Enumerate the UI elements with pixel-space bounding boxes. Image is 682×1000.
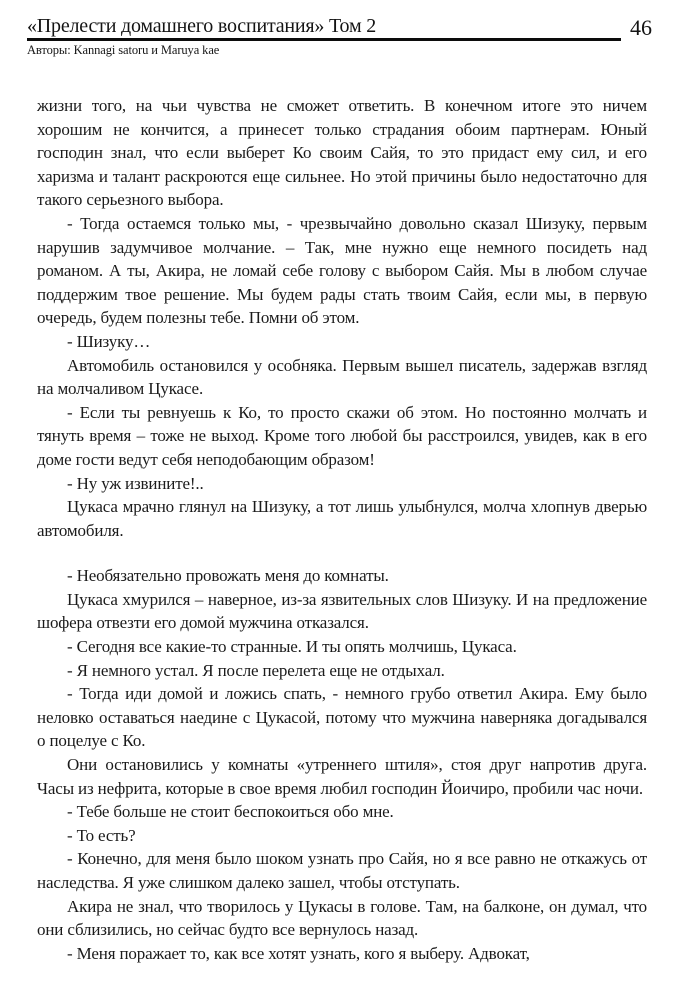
- page-number: 46: [630, 15, 652, 40]
- paragraph: - Необязательно провожать меня до комнаты.: [67, 566, 389, 586]
- paragraph: - Я немного устал. Я после перелета еще не отдыхал.: [67, 660, 445, 680]
- paragraph: - Меня поражает то, как все хотят узнать, кого я выберу. Адвокат,: [67, 943, 530, 963]
- paragraph: - Сегодня все какие-то странные. И ты опять молчишь, Цукаса.: [67, 637, 517, 657]
- paragraph: - Тебе больше не стоит беспокоиться обо мне.: [67, 802, 394, 822]
- paragraph: - Конечно, для меня было шоком узнать про Сайя, но я все равно не откажусь от наследства. Я уже слишком далеко зашел, чтобы отступать.: [37, 849, 647, 892]
- paragraph: - Ну уж извините!..: [67, 473, 204, 493]
- paragraph: Цукаса мрачно глянул на Шизуку, а тот лишь улыбнулся, молча хлопнув дверью автомобиля.: [37, 497, 647, 540]
- paragraph: жизни того, на чьи чувства не сможет ответить. В конечном итоге это ничем хорошим не кончится, а принесет только страдания обоим партнерам. Юный господин знал, что если выберет Ко своим Сайя, то это придаст ему сил, и его харизма и талант раскроются еще сильнее. Но этой причины было недостаточно для такого серьезного выбора.: [37, 96, 647, 210]
- book-title: «Прелести домашнего воспитания» Том 2: [27, 15, 377, 37]
- title-underline-rule: [27, 15, 621, 41]
- paragraph: Акира не знал, что творилось у Цукасы в голове. Там, на балконе, он думал, что они сблизились, но сейчас будто все вернулось назад.: [37, 896, 647, 940]
- page-header: [0, 0, 682, 58]
- paragraph: - Если ты ревнуешь к Ко, то просто скажи об этом. Но постоянно молчать и тянуть время – тоже не выход. Кроме того любой бы расстроился, увидев, как в его доме гости ведут себя неподобающим образом!: [37, 402, 647, 469]
- authors-line: Авторы: Kannagi satoru и Maruya kae: [27, 43, 220, 57]
- paragraph: Цукаса хмурился – наверное, из-за язвительных слов Шизуку. И на предложение шофера отвезти его домой мужчина отказался.: [37, 589, 647, 633]
- paragraph: - Тогда остаемся только мы, - чрезвычайно довольно сказал Шизуку, первым нарушив задумчивое молчание. – Так, мне нужно еще немного посидеть над романом. А ты, Акира, не ломай себе голову с выбором Сайя. Мы в любом случае поддержим твое решение. Мы будем рады стать твоим Сайя, если мы, в первую очередь, будем полезны тебе. Помни об этом.: [37, 213, 647, 328]
- header-row: [27, 15, 652, 41]
- page-body: [37, 94, 647, 965]
- paragraph: - Шизуку…: [67, 331, 151, 351]
- paragraph: - То есть?: [67, 825, 136, 845]
- paragraph: - Тогда иди домой и ложись спать, - немного грубо ответил Акира. Ему было неловко оставаться наедине с Цукасой, потому что мужчина наверняка догадывался о поцелуе с Ко.: [37, 684, 647, 751]
- paragraph: Они остановились у комнаты «утреннего штиля», стоя друг напротив друга. Часы из нефрита, которые в свое время любил господин Йоичиро, пробили час ночи.: [37, 755, 647, 798]
- paragraph: Автомобиль остановился у особняка. Первым вышел писатель, задержав взгляд на молчаливом Цукасе.: [37, 355, 647, 399]
